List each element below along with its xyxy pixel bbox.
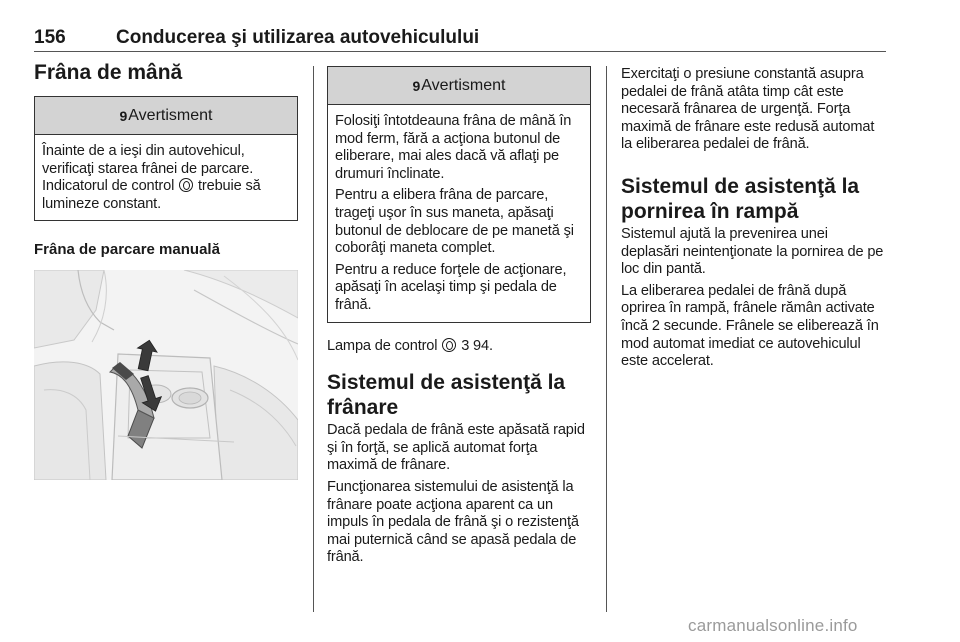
column-1: [34, 60, 298, 480]
warning-icon: 9: [412, 77, 421, 94]
warning-icon: 9: [119, 107, 128, 124]
warning-text: Înainte de a ieşi din autovehicul, verificaţi starea frânei de parcare. Indicatorul de control trebuie să lumineze constant.: [42, 143, 261, 212]
brake-control-lamp-icon: [442, 338, 456, 352]
section-title-brake-assist: Sistemul de asistenţă la frânare: [327, 371, 566, 420]
subheading-manual-parking-brake: Frâna de parcare manuală: [34, 241, 220, 259]
section-title-hill-start-assist: Sistemul de asistenţă la pornirea în rampă: [621, 174, 860, 223]
warning-title: Avertisment: [421, 76, 506, 94]
chapter-title: Conducerea şi utilizarea autovehiculului: [116, 27, 480, 48]
warning-paragraph: Folosiţi întotdeauna frâna de mână în mod ferm, fără a acţiona butonul de eliberare, mai ales dacă vă aflaţi pe drumuri înclinate.: [335, 113, 572, 182]
control-lamp-reference: Lampa de control 3 94.: [327, 337, 493, 354]
warning-header: [328, 67, 590, 105]
page-number: 156: [34, 27, 66, 48]
section-title-parking-brake: Frâna de mână: [34, 61, 183, 84]
warning-box: [34, 96, 298, 221]
brake-control-lamp-icon: [179, 178, 193, 192]
body-paragraph: La eliberarea pedalei de frână după oprirea în rampă, frânele rămân activate încă 2 secunde. Frânele se eliberează în mod automat imediat ce autovehiculul este accelerat.: [621, 282, 879, 370]
column-3: [621, 66, 887, 371]
warning-paragraph: Pentru a elibera frâna de parcare, trageţi uşor în sus maneta, apăsaţi butonul de deblocare de pe manetă şi coborâţi maneta complet.: [335, 187, 574, 257]
body-paragraph: Funcţionarea sistemului de asistenţă la frânare poate acţiona aparent ca un impuls în pedala de frână şi o rezistenţă mai puternică când se apasă pedala de frână.: [327, 478, 579, 566]
column-divider: [606, 66, 607, 612]
warning-box: [327, 66, 591, 323]
page-reference: 3 94.: [461, 337, 493, 354]
parking-brake-lever-icon: [34, 270, 298, 480]
body-paragraph: Sistemul ajută la prevenirea unei deplasări neintenţionate la pornirea de pe loc din pantă.: [621, 225, 884, 278]
warning-header: [35, 97, 297, 135]
warning-title: Avertisment: [128, 106, 213, 124]
warning-paragraph: Pentru a reduce forţele de acţionare, apăsaţi în acelaşi timp şi pedala de frână.: [335, 261, 567, 313]
column-divider: [313, 66, 314, 612]
body-paragraph: Exercitaţi o presiune constantă asupra pedalei de frână atâta timp cât este necesară frânarea de urgenţă. Forţa maximă de frânare este redusă automat la eliberarea pedalei de frână.: [621, 66, 875, 153]
page-header: [34, 26, 886, 52]
parking-brake-illustration: [34, 270, 298, 480]
watermark: carmanualsonline.info: [688, 616, 858, 635]
column-2: [327, 66, 591, 567]
body-paragraph: Dacă pedala de frână este apăsată rapid şi în forţă, se aplică automat forţa maximă de frânare.: [327, 422, 585, 474]
